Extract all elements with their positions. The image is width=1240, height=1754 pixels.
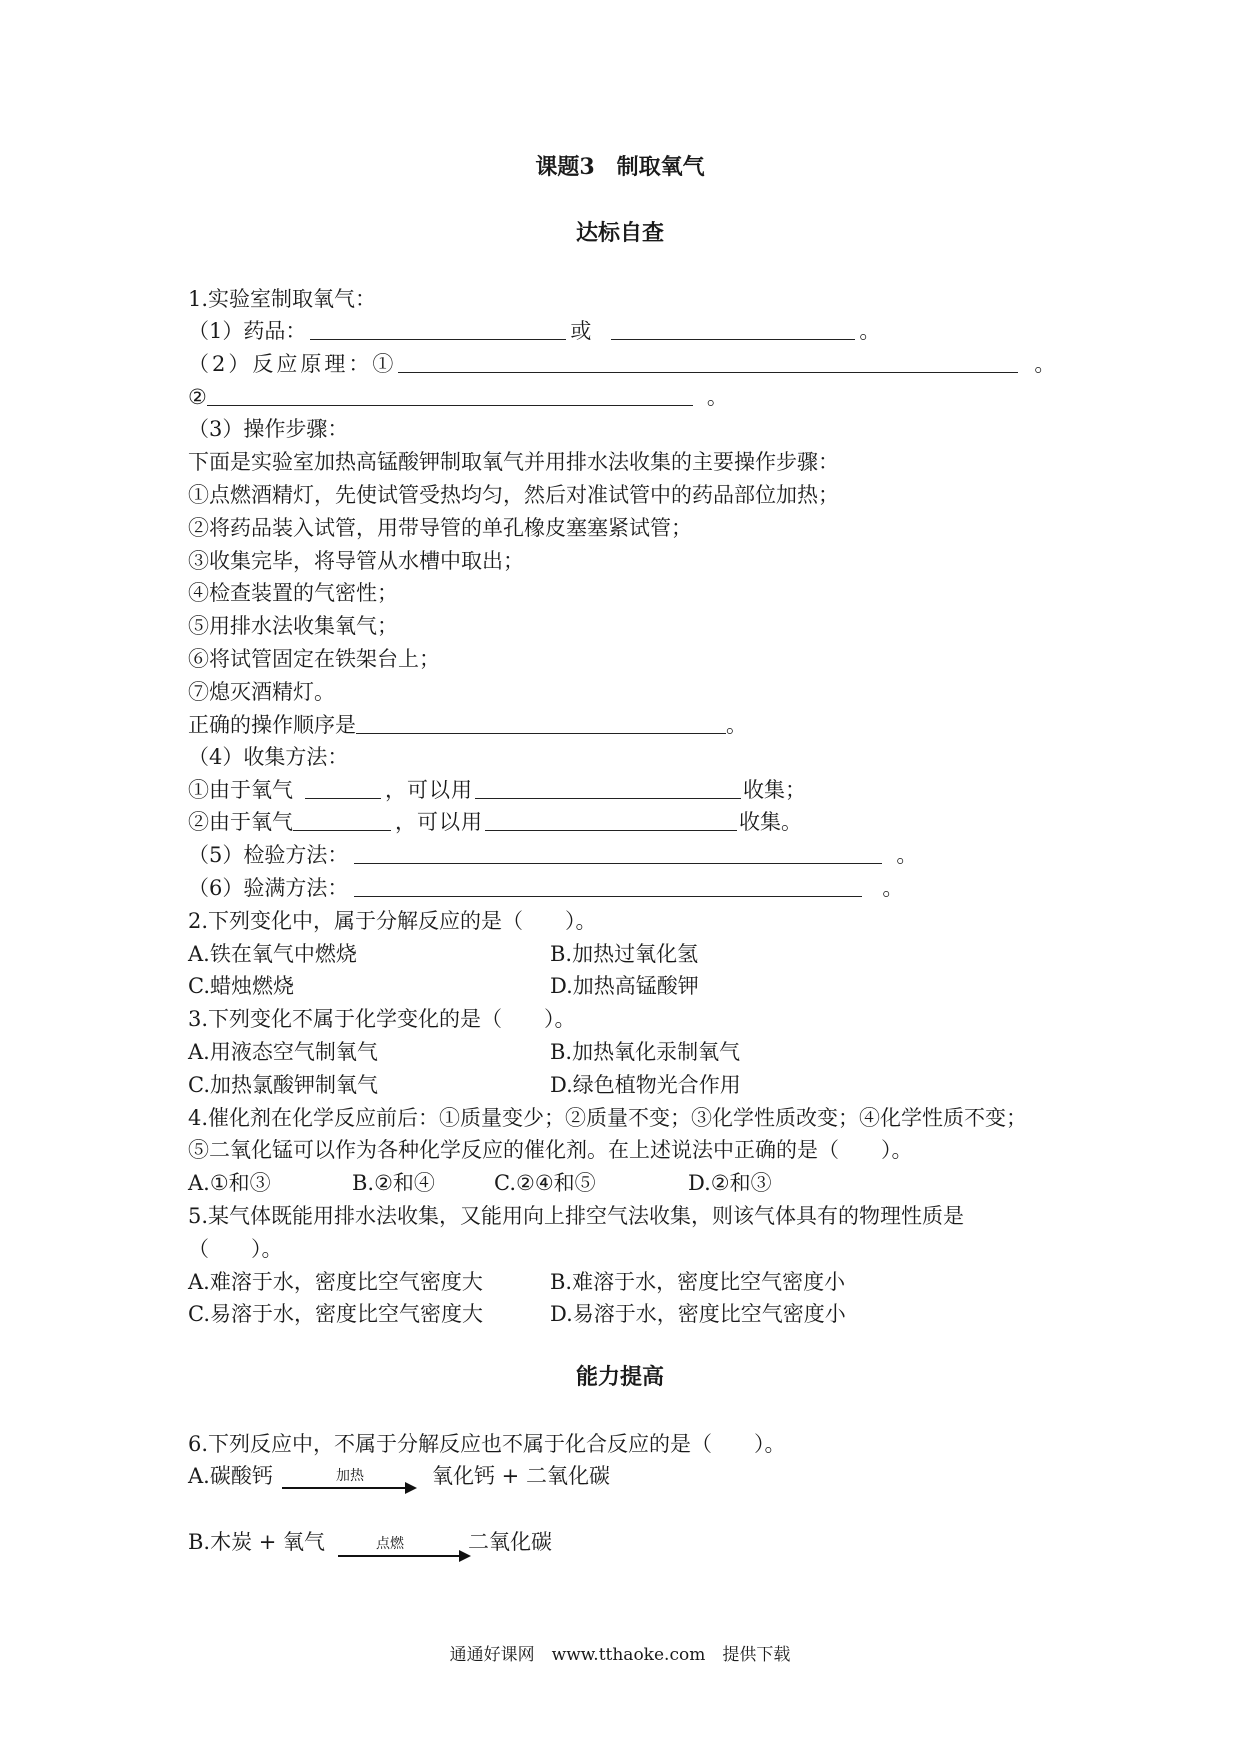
q1-part6: （6）验满方法： 。 [188,876,904,900]
q6-option-b-product: 二氧化碳 [468,1530,552,1554]
q2-option-b: B.加热过氧化氢 [550,942,699,966]
reaction-arrow-icon [338,1555,468,1557]
q5-stem-line2: （ ）。 [188,1237,283,1261]
q3-option-a: A.用液态空气制氧气 [188,1040,378,1064]
q4-option-a: A.①和③ [188,1171,271,1195]
q4-option-d: D.②和③ [688,1171,772,1195]
answer-blank[interactable] [310,319,566,340]
q2-option-a: A.铁在氧气中燃烧 [188,942,357,966]
q6-option-b-reactant: B.木炭 + 氧气 [188,1530,326,1554]
section-heading-ability: 能力提高 [575,1364,664,1390]
q1-step-2: ②将药品装入试管，用带导管的单孔橡皮塞塞紧试管； [188,516,692,540]
page-title: 课题3 制取氧气 [535,154,705,180]
answer-blank[interactable] [398,352,1018,373]
q1-step-6: ⑥将试管固定在铁架台上； [188,647,440,671]
section-heading-self-check: 达标自查 [575,220,664,246]
q3-option-d: D.绿色植物光合作用 [550,1073,741,1097]
q2-option-d: D.加热高锰酸钾 [550,974,699,998]
q1-stem: 1.实验室制取氧气： [188,287,377,311]
q6-option-a-product: 氧化钙 + 二氧化碳 [432,1464,610,1488]
q1-part4b: ②由于氧气 ，可以用 收集。 [188,810,802,834]
q5-stem-line1: 5.某气体既能用排水法收集，又能用向上排空气法收集，则该气体具有的物理性质是 [188,1204,965,1228]
q1-step-3: ③收集完毕，将导管从水槽中取出； [188,549,524,573]
answer-blank[interactable] [207,385,693,406]
answer-blank[interactable] [305,778,381,799]
q1-step-1: ①点燃酒精灯，先使试管受热均匀，然后对准试管中的药品部位加热； [188,483,839,507]
q6-option-b-condition: 点燃 [376,1536,404,1552]
answer-blank[interactable] [354,876,862,897]
answer-blank[interactable] [475,778,741,799]
q4-stem-line2: ⑤二氧化锰可以作为各种化学反应的催化剂。在上述说法中正确的是（ ）。 [188,1138,913,1162]
q1-part5: （5）检验方法： 。 [188,843,918,867]
q1-order: 正确的操作顺序是 。 [188,713,747,737]
q1-part2: （2）反应原理：① 。 [188,352,1059,376]
answer-blank[interactable] [485,810,737,831]
q6-stem: 6.下列反应中，不属于分解反应也不属于化合反应的是（ ）。 [188,1432,786,1456]
reaction-arrow-icon [282,1487,414,1489]
page-footer: 通通好课网 www.tthaoke.com 提供下载 [449,1645,791,1665]
q1-part4a: ①由于氧气 ，可以用 收集； [188,778,806,802]
answer-blank[interactable] [356,713,726,734]
q1-intro: 下面是实验室加热高锰酸钾制取氧气并用排水法收集的主要操作步骤： [188,450,839,474]
q4-stem-line1: 4.催化剂在化学反应前后：①质量变少；②质量不变；③化学性质改变；④化学性质不变； [188,1106,1028,1130]
q5-option-c: C.易溶于水，密度比空气密度大 [188,1302,483,1326]
q1-part1: （1）药品： 或 。 [188,319,881,343]
answer-blank[interactable] [354,843,882,864]
q6-option-a-condition: 加热 [336,1468,364,1484]
q2-stem: 2.下列变化中，属于分解反应的是（ ）。 [188,909,597,933]
q5-option-b: B.难溶于水，密度比空气密度小 [550,1270,846,1294]
answer-blank[interactable] [611,319,855,340]
q4-option-c: C.②④和⑤ [494,1171,596,1195]
q3-option-b: B.加热氧化汞制氧气 [550,1040,741,1064]
q1-part4-label: （4）收集方法： [188,745,349,769]
q3-stem: 3.下列变化不属于化学变化的是（ ）。 [188,1007,576,1031]
q1-part3-label: （3）操作步骤： [188,417,349,441]
q2-option-c: C.蜡烛燃烧 [188,974,294,998]
q1-step-5: ⑤用排水法收集氧气； [188,614,398,638]
answer-blank[interactable] [293,810,391,831]
q5-option-d: D.易溶于水，密度比空气密度小 [550,1302,846,1326]
q6-option-a-reactant: A.碳酸钙 [188,1464,273,1488]
q1-step-7: ⑦熄灭酒精灯。 [188,680,335,704]
q3-option-c: C.加热氯酸钾制氧气 [188,1073,378,1097]
q4-option-b: B.②和④ [352,1171,435,1195]
q1-part2b: ② 。 [188,385,728,409]
q5-option-a: A.难溶于水，密度比空气密度大 [188,1270,483,1294]
q1-step-4: ④检查装置的气密性； [188,581,398,605]
